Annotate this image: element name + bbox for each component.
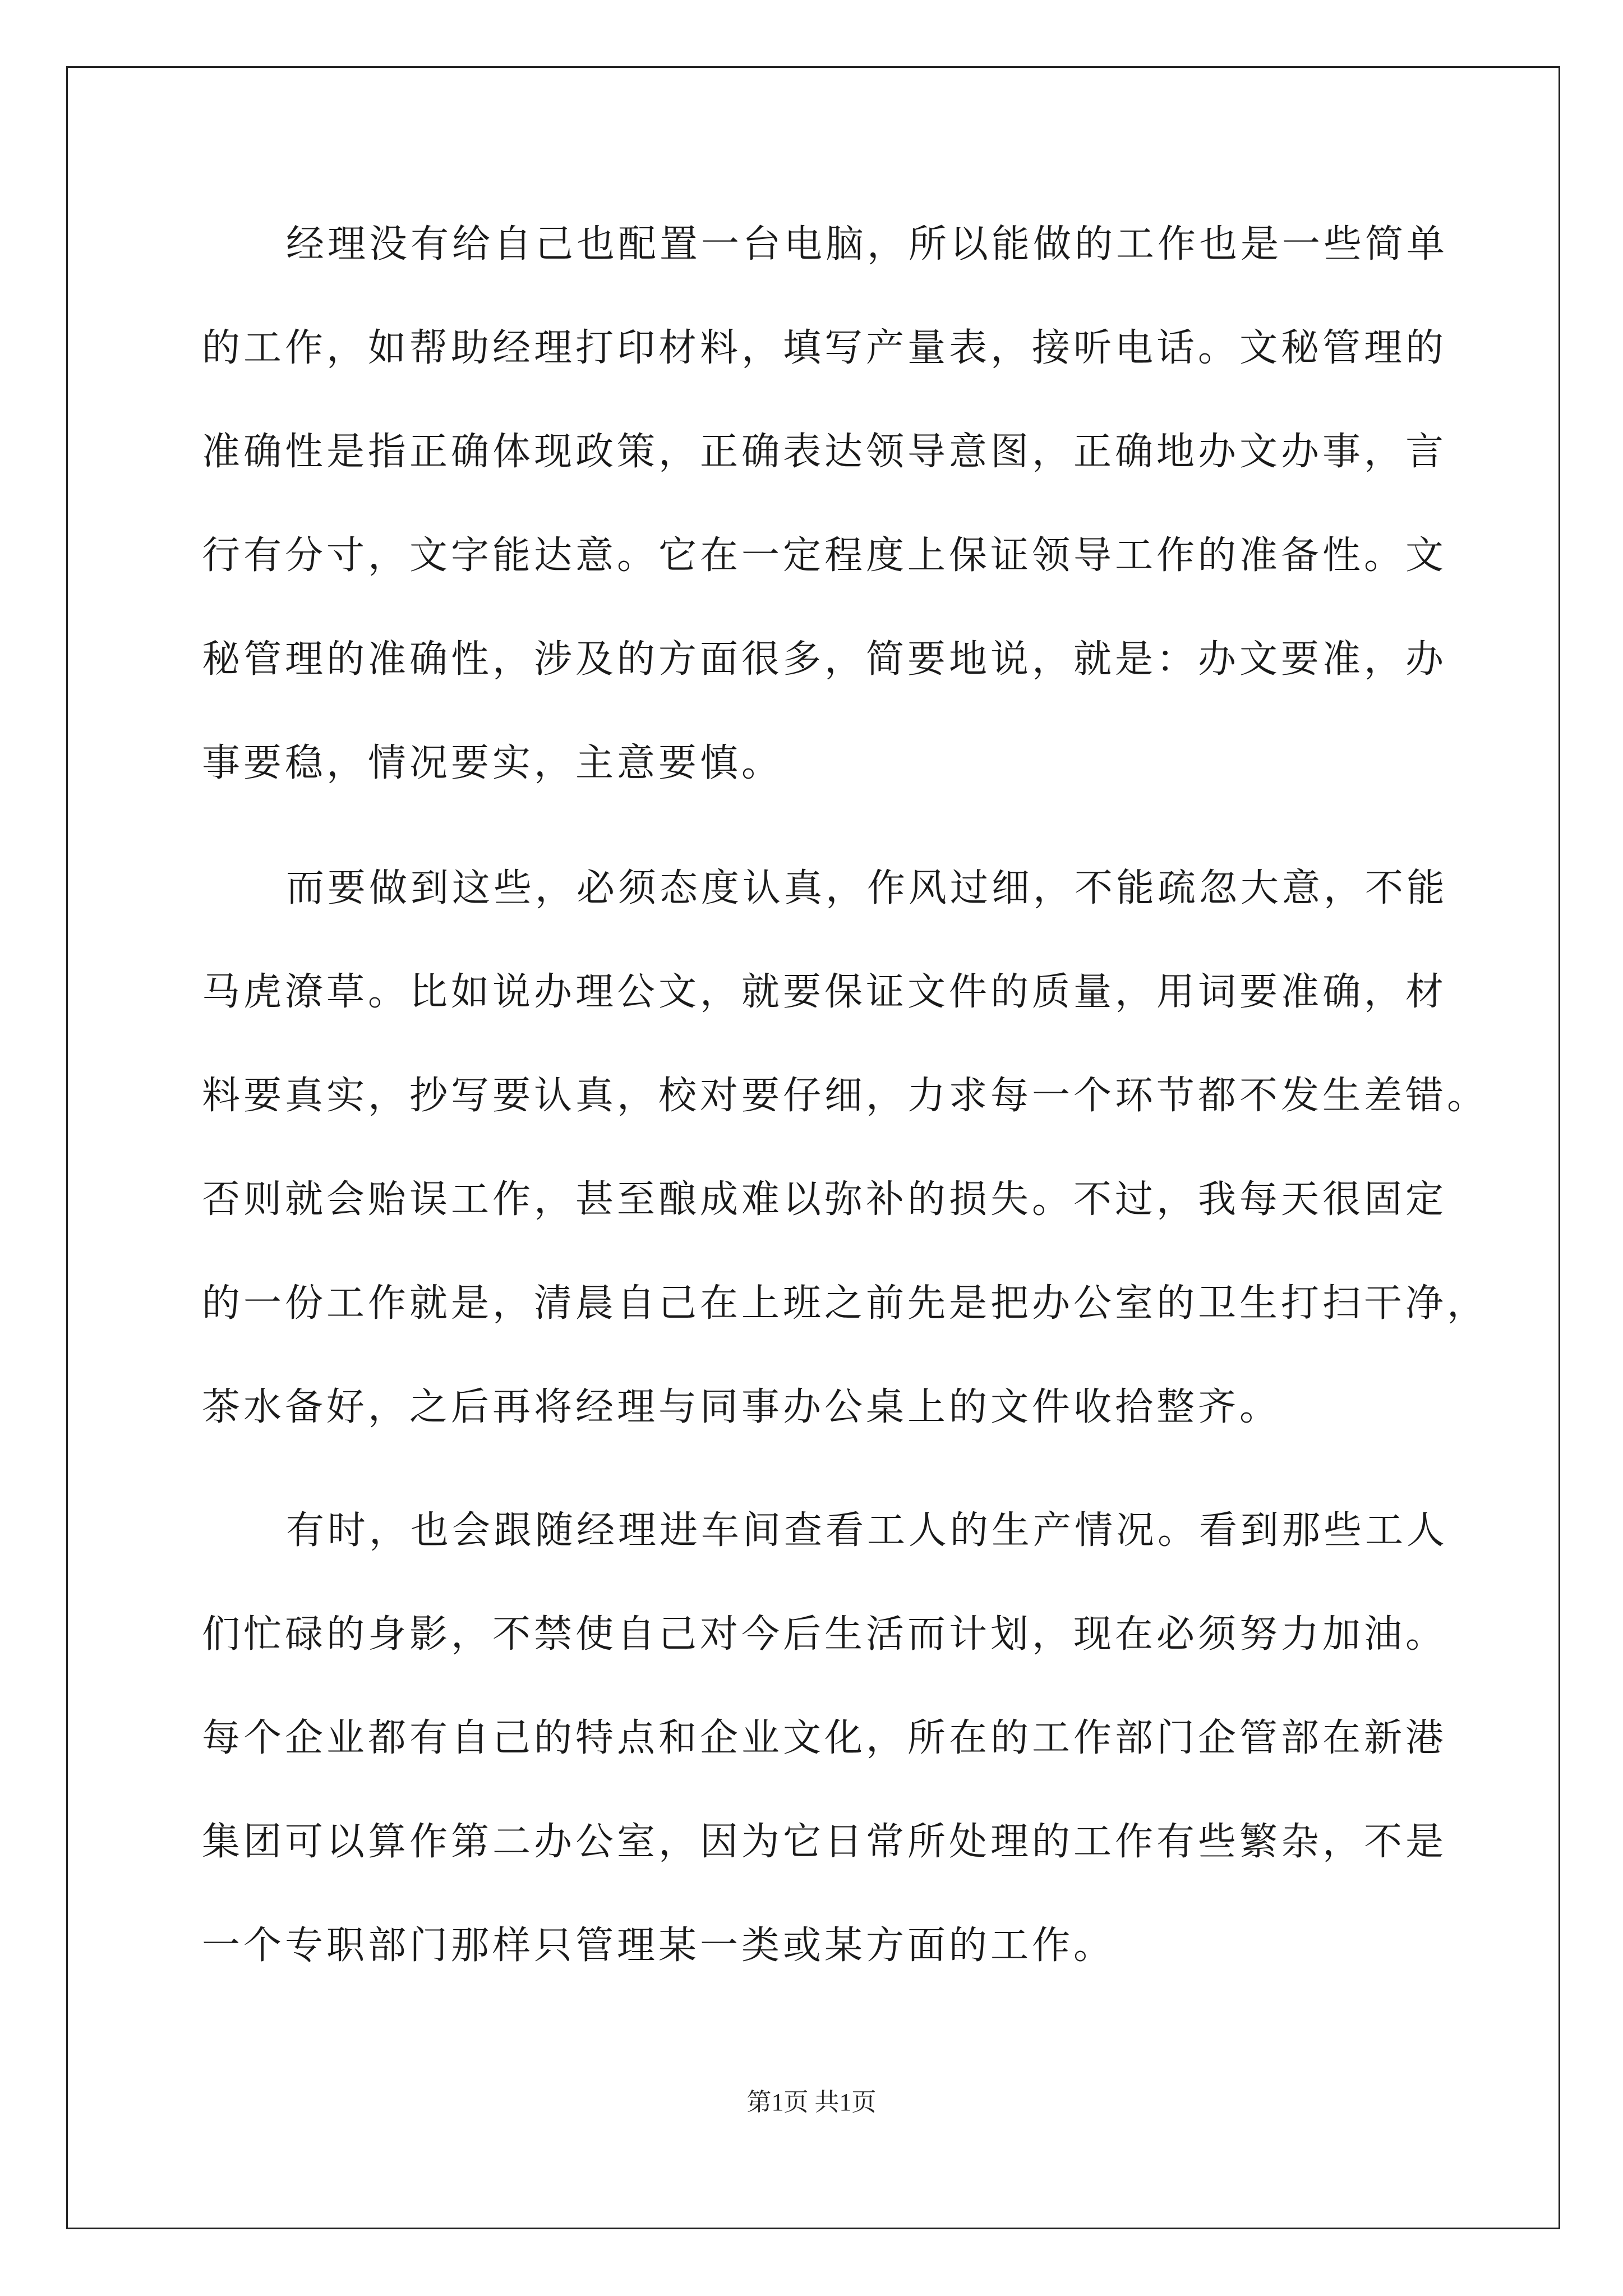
paragraph-2-line-6: 茶水备好，之后再将经理与同事办公桌上的文件收拾整齐。 — [202, 1385, 1281, 1429]
paragraph-1-line-4: 行有分寸，文字能达意。它在一定程度上保证领导工作的准备性。文 — [202, 533, 1447, 578]
paragraph-3-line-5: 一个专职部门那样只管理某一类或某方面的工作。 — [202, 1924, 1115, 1968]
paragraph-2-line-3: 料要真实，抄写要认真，校对要仔细，力求每一个环节都不发生差错。 — [202, 1074, 1489, 1118]
paragraph-3-line-3: 每个企业都有自己的特点和企业文化，所在的工作部门企管部在新港 — [202, 1716, 1447, 1760]
paragraph-2-line-1: 而要做到这些，必须态度认真，作风过细，不能疏忽大意，不能 — [286, 866, 1449, 910]
paragraph-3-line-1: 有时，也会跟随经理进车间查看工人的生产情况。看到那些工人 — [286, 1508, 1449, 1553]
paragraph-1-line-5: 秘管理的准确性，涉及的方面很多，简要地说，就是：办文要准，办 — [202, 637, 1447, 682]
paragraph-1-line-3: 准确性是指正确体现政策，正确表达领导意图，正确地办文办事，言 — [202, 430, 1447, 474]
paragraph-3-line-4: 集团可以算作第二办公室，因为它日常所处理的工作有些繁杂，不是 — [202, 1820, 1447, 1864]
paragraph-2-line-4: 否则就会贻误工作，甚至酿成难以弥补的损失。不过，我每天很固定 — [202, 1177, 1447, 1222]
page-number-footer: 第1页 共1页 — [746, 2088, 877, 2116]
paragraph-2-line-5: 的一份工作就是，清晨自己在上班之前先是把办公室的卫生打扫干净， — [202, 1281, 1489, 1326]
paragraph-1-line-1: 经理没有给自己也配置一台电脑，所以能做的工作也是一些简单 — [286, 222, 1449, 266]
paragraph-1-line-2: 的工作，如帮助经理打印材料，填写产量表，接听电话。文秘管理的 — [202, 326, 1447, 370]
paragraph-1-line-6: 事要稳，情况要实，主意要慎。 — [202, 741, 783, 785]
paragraph-2-line-2: 马虎潦草。比如说办理公文，就要保证文件的质量，用词要准确，材 — [202, 970, 1447, 1014]
paragraph-3-line-2: 们忙碌的身影，不禁使自己对今后生活而计划，现在必须努力加油。 — [202, 1612, 1447, 1657]
page-border — [66, 66, 1560, 2229]
